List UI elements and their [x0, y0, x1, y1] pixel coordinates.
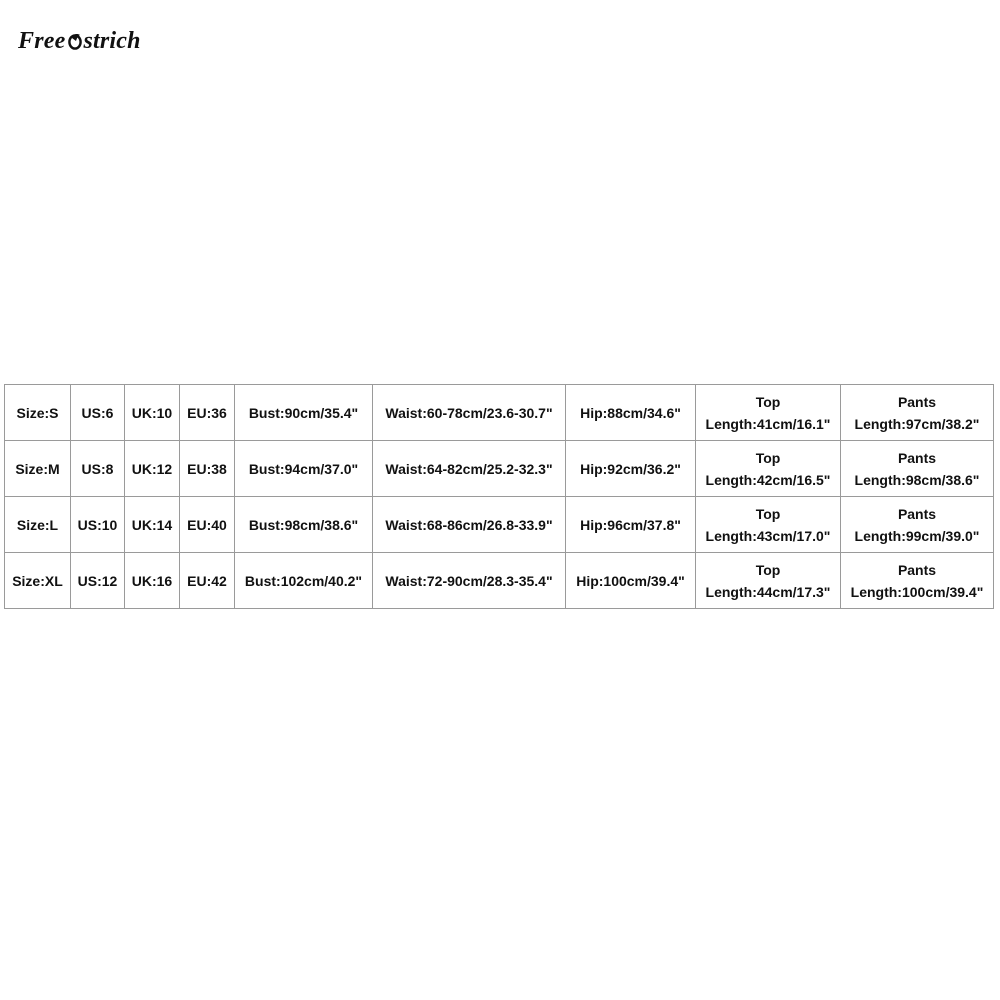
pants-length-cell: [841, 441, 994, 497]
size-chart-body: [5, 385, 994, 609]
hip-cell: Hip:92cm/36.2": [566, 441, 696, 497]
top-length-label: Top: [755, 449, 781, 466]
waist-cell: Waist:60-78cm/23.6-30.7": [373, 385, 566, 441]
brand-name-left: Free: [18, 27, 66, 54]
eu-size-cell: EU:40: [180, 497, 235, 553]
hip-cell: Hip:88cm/34.6": [566, 385, 696, 441]
top-length-cell: [696, 553, 841, 609]
bust-cell: Bust:90cm/35.4": [235, 385, 373, 441]
pants-length-label: Pants: [897, 393, 937, 410]
bust-cell: Bust:94cm/37.0": [235, 441, 373, 497]
top-length-label: Top: [755, 393, 781, 410]
top-length-label: Top: [755, 505, 781, 522]
uk-size-cell: UK:12: [125, 441, 180, 497]
eu-size-cell: EU:38: [180, 441, 235, 497]
top-length-value: Length:42cm/16.5": [705, 471, 831, 488]
uk-size-cell: UK:14: [125, 497, 180, 553]
pants-length-value: Length:98cm/38.6": [854, 471, 980, 488]
table-row: [5, 441, 994, 497]
table-row: [5, 385, 994, 441]
pants-length-label: Pants: [897, 449, 937, 466]
pants-length-cell: [841, 497, 994, 553]
us-size-cell: US:12: [71, 553, 125, 609]
bust-cell: Bust:102cm/40.2": [235, 553, 373, 609]
waist-cell: Waist:72-90cm/28.3-35.4": [373, 553, 566, 609]
pants-length-cell: [841, 553, 994, 609]
top-length-cell: [696, 385, 841, 441]
size-cell: Size:L: [5, 497, 71, 553]
top-length-value: Length:41cm/16.1": [705, 415, 831, 432]
uk-size-cell: UK:16: [125, 553, 180, 609]
top-length-cell: [696, 441, 841, 497]
us-size-cell: US:10: [71, 497, 125, 553]
table-row: [5, 553, 994, 609]
size-cell: Size:S: [5, 385, 71, 441]
brand-name-right: strich: [83, 27, 141, 54]
pants-length-cell: [841, 385, 994, 441]
top-length-cell: [696, 497, 841, 553]
us-size-cell: US:6: [71, 385, 125, 441]
hip-cell: Hip:100cm/39.4": [566, 553, 696, 609]
hip-cell: Hip:96cm/37.8": [566, 497, 696, 553]
brand-logo: [18, 24, 141, 58]
top-length-value: Length:43cm/17.0": [705, 527, 831, 544]
eu-size-cell: EU:36: [180, 385, 235, 441]
top-length-label: Top: [755, 561, 781, 578]
pants-length-label: Pants: [897, 505, 937, 522]
pants-length-value: Length:99cm/39.0": [854, 527, 980, 544]
table-row: [5, 497, 994, 553]
pants-length-label: Pants: [897, 561, 937, 578]
size-cell: Size:XL: [5, 553, 71, 609]
top-length-value: Length:44cm/17.3": [705, 583, 831, 600]
uk-size-cell: UK:10: [125, 385, 180, 441]
us-size-cell: US:8: [71, 441, 125, 497]
size-cell: Size:M: [5, 441, 71, 497]
ostrich-o-mark-icon: [68, 32, 82, 50]
size-chart-table: [4, 384, 994, 609]
pants-length-value: Length:100cm/39.4": [850, 583, 984, 600]
bust-cell: Bust:98cm/38.6": [235, 497, 373, 553]
waist-cell: Waist:64-82cm/25.2-32.3": [373, 441, 566, 497]
pants-length-value: Length:97cm/38.2": [854, 415, 980, 432]
waist-cell: Waist:68-86cm/26.8-33.9": [373, 497, 566, 553]
eu-size-cell: EU:42: [180, 553, 235, 609]
